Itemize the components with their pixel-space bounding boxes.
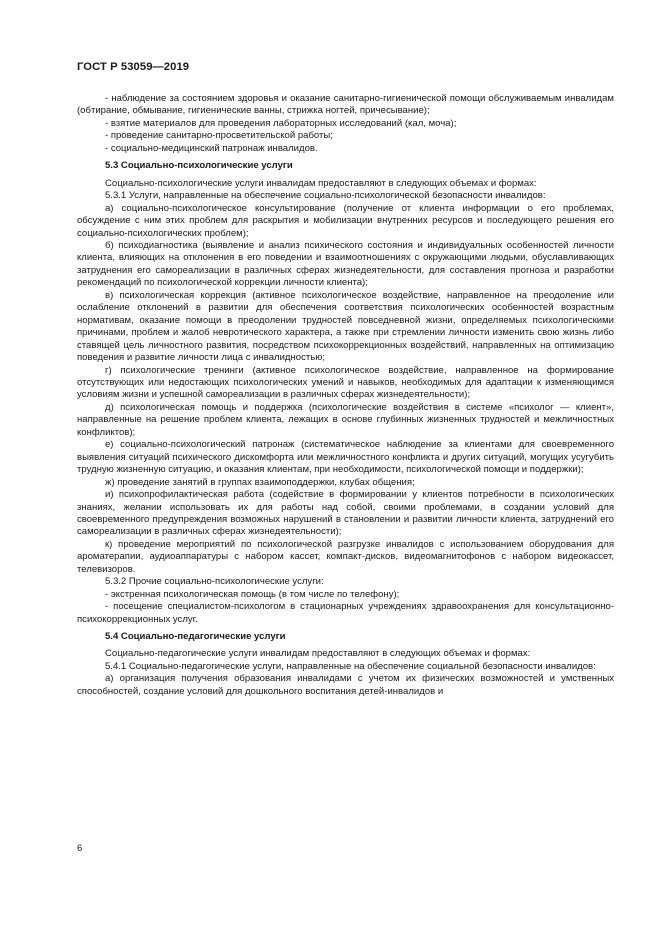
paragraph: 5.3.2 Прочие социально-психологические услуги: [105,576,324,588]
paragraph: - наблюдение за состоянием здоровья и оказание санитарно-гигиенической помощи обслуживаемым инвалидам (обтирание, обмывание, гигиенические ванны, стрижка ногтей, причесывание); [77,93,614,117]
paragraph: и) психопрофилактическая работа (содействие в формировании у клиентов потребности в психологических знаниях, желании использовать их для работы над собой, своими проблемами, в создании условий для своевременного предупреждения возможных нарушений в становлении и развитии личности клиента, затруднений его самореализации в различных сферах жизнедеятельности); [77,489,614,538]
paragraph: - взятие материалов для проведения лабораторных исследований (кал, моча); [105,117,457,129]
paragraph: 5.3.1 Услуги, направленные на обеспечение социально-психологической безопасности инвалидов: [105,190,546,202]
paragraph: - проведение санитарно-просветительской работы; [105,130,333,142]
paragraph: а) организация получения образования инвалидами с учетом их физических возможностей и умственных способностей, создание условий для дошкольного воспитания детей-инвалидов и [77,673,614,697]
section-heading-5-3: 5.3 Социально-психологические услуги [105,160,293,172]
document-body [77,93,614,698]
paragraph: г) психологические тренинги (активное психологическое воздействие, направленное на формирование отсутствующих или недостающих психологических умений и навыков, необходимых для адаптации к изменяющимся условиям жизни и успешной самореализации в различных сферах жизнедеятельности); [77,364,614,401]
paragraph: в) психологическая коррекция (активное психологическое воздействие, направленное на преодоление или ослабление отклонений в развитии для обеспечения соответствия психологических особенностей возрастным нормативам, оказание помощи в преодолении трудностей повседневной жизни, определяемых психологическими причинами, проблем и жалоб невротического характера, а также при стремлении личности изменить свою жизнь либо ставящей цель личностного развития, посредством психокоррекционных воздействий, направленных на оптимизацию поведения и развитие личности лица с инвалидностью; [77,289,614,364]
paragraph: б) психодиагностика (выявление и анализ психического состояния и индивидуальных особенностей личности клиента, влияющих на отклонения в его поведении и взаимоотношениях с окружающими людьми, обуславливающих затруднения его самореализации в различных сферах жизнедеятельности, для составления прогноза и разработки рекомендаций по психологической коррекции личности клиента); [77,239,614,289]
paragraph: к) проведение мероприятий по психологической разгрузке инвалидов с использованием оборудования для ароматерапии, аудиоаппаратуры с набором кассет, компакт-дисков, видеомагнитофонов с набором видеокассет, телевизоров. [77,538,614,575]
section-heading-5-4: 5.4 Социально-педагогические услуги [105,631,286,643]
paragraph: 5.4.1 Социально-педагогические услуги, направленные на обеспечение социальной безопасности инвалидов: [105,660,596,672]
paragraph: д) психологическая помощь и поддержка (психологические воздействия в системе «психолог — клиент», направленные на решение проблем клиента, лежащих в основе глубинных жизненных трудностей и межличностных конфликтов); [77,401,614,438]
paragraph: а) социально-психологическое консультирование (получение от клиента информации о его проблемах, обсуждение с ним этих проблем для раскрытия и мобилизации внутренних ресурсов и последующего решения его социально-психологических проблем); [77,202,614,239]
page-number: 6 [77,843,83,854]
paragraph: е) социально-психологический патронаж (систематическое наблюдение за клиентами для своевременного выявления ситуаций психического дискомфорта или межличностного конфликта и других ситуаций, могущих усугубить трудную жизненную ситуацию, и оказания клиентам, при необходимости, психологической помощи и поддержки); [77,439,614,476]
paragraph: Социально-психологические услуги инвалидам предоставляют в следующих объемах и формах: [105,177,537,189]
paragraph: Социально-педагогические услуги инвалидам предоставляют в следующих объемах и формах: [105,648,531,660]
paragraph: - социально-медицинский патронаж инвалидов. [105,142,318,154]
document-header: ГОСТ Р 53059—2019 [77,61,190,73]
paragraph: ж) проведение занятий в группах взаимоподдержки, клубах общения; [105,476,415,488]
paragraph: - посещение специалистом-психологом в стационарных учреждениях здравоохранения для консультационно-психокоррекционных услуг. [77,601,614,625]
paragraph: - экстренная психологическая помощь (в том числе по телефону); [105,588,400,600]
